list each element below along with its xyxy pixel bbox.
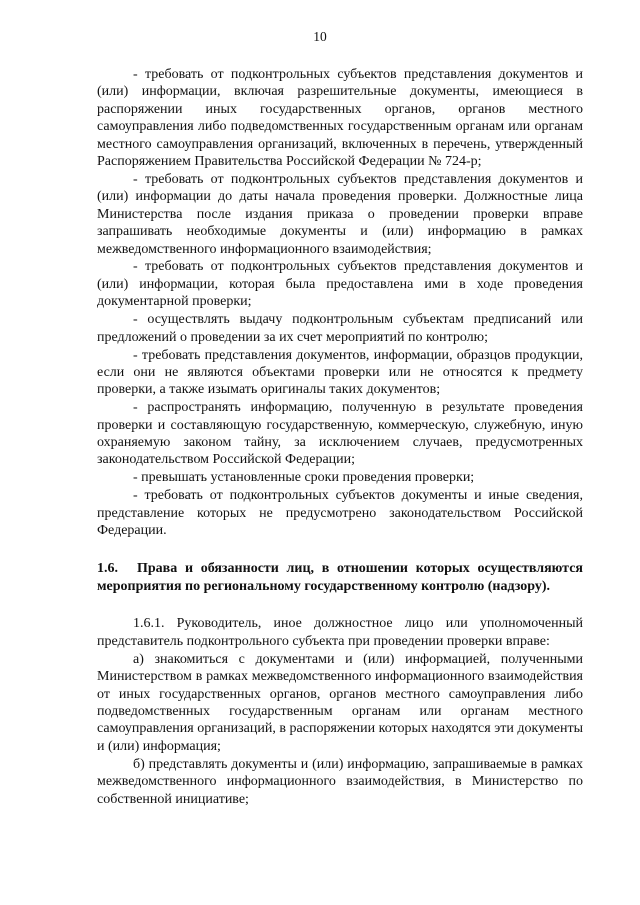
section-number: 1.6. bbox=[97, 561, 118, 577]
list-item: - требовать от подконтрольных субъектов представления документов и (или) информации, которая была предоставлена ими в ходе проведения документарной проверки; bbox=[97, 259, 583, 310]
list-item: - превышать установленные сроки проведения проверки; bbox=[133, 470, 475, 486]
list-item: - требовать представления документов, информации, образцов продукции, если они не являются объектами проверки или не относятся к предмету проверки, а также изымать оригиналы таких документов; bbox=[97, 347, 583, 398]
document-body bbox=[97, 66, 583, 808]
list-item: - требовать от подконтрольных субъектов представления документов и (или) информации до даты начала проведения проверки. Должностные лица Министерства после издания приказа о проведении проверки вправе запрашивать необходимые документы и (или) информацию в рамках межведомственного информационного взаимодействия; bbox=[97, 171, 583, 257]
subsection-intro: 1.6.1. Руководитель, иное должностное лицо или уполномоченный представитель подконтрольного субъекта при проведении проверки вправе: bbox=[97, 616, 583, 649]
list-item: - распространять информацию, полученную в результате проведения проверки и составляющую государственную, коммерческую, служебную, иную охраняемую законом тайну, за исключением случаев, предусмотренных законодательством Российской Федерации; bbox=[97, 400, 583, 468]
page-number: 10 bbox=[313, 29, 327, 44]
list-item: а) знакомиться с документами и (или) информацией, полученными Министерством в рамках межведомственного информационного взаимодействия от иных государственных органов, органов местного самоуправления либо подведомственных государственным органам или органам местного самоуправления организаций, в распоряжении которых находятся эти документы и (или) информация; bbox=[97, 651, 583, 754]
list-item: б) представлять документы и (или) информацию, запрашиваемые в рамках межведомственного информационного взаимодействия, в Министерство по собственной инициативе; bbox=[97, 756, 583, 807]
section-heading bbox=[97, 560, 583, 596]
list-item: - требовать от подконтрольных субъектов представления документов и (или) информации, включая разрешительные документы, имеющиеся в распоряжении иных государственных органов, органов местного самоуправления либо подведомственных государственным органам или органам местного самоуправления организаций, включенных в перечень, утвержденный Распоряжением Правительства Российской Федерации № 724-р; bbox=[97, 67, 583, 170]
list-item: - требовать от подконтрольных субъектов документы и иные сведения, представление которых не предусмотрено законодательством Российской Федерации. bbox=[97, 488, 583, 539]
spacer bbox=[97, 596, 583, 615]
list-item: - осуществлять выдачу подконтрольным субъектам предписаний или предложений о проведении за их счет мероприятий по контролю; bbox=[97, 312, 583, 345]
section-title: Права и обязанности лиц, в отношении которых осуществляются мероприятия по региональному государственному контролю (надзору). bbox=[97, 561, 583, 595]
